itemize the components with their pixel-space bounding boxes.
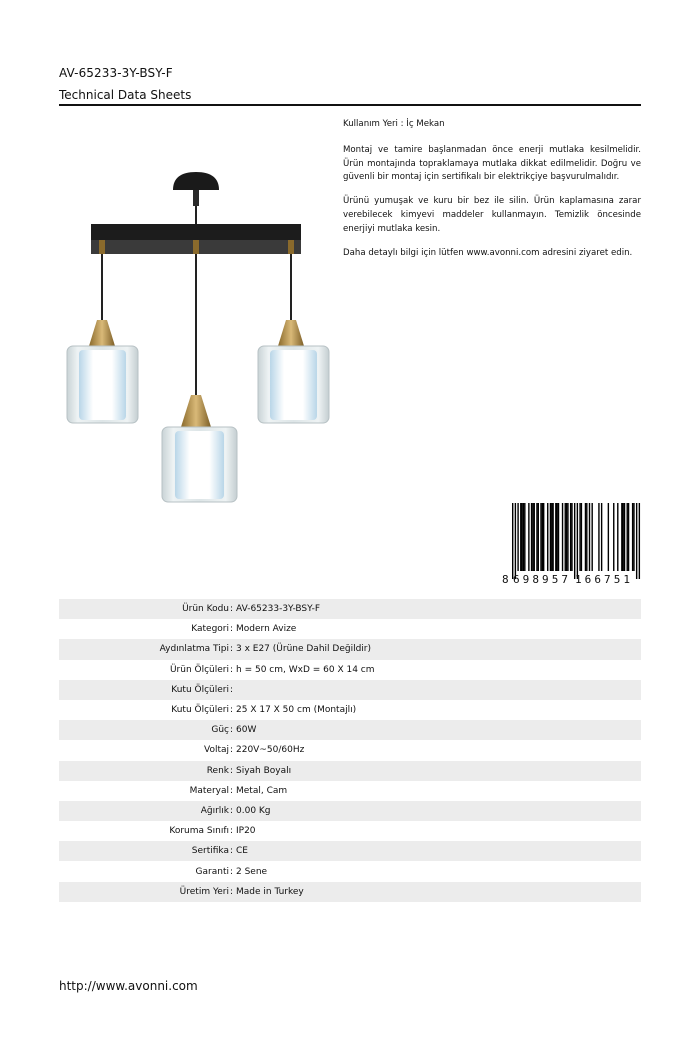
barcode-bar xyxy=(543,503,544,571)
right-pendant xyxy=(258,320,329,423)
spec-separator: : xyxy=(229,664,234,675)
barcode-bar xyxy=(550,503,551,571)
barcode-bar xyxy=(621,503,622,571)
product-description xyxy=(343,118,641,270)
barcode-bar xyxy=(601,503,602,571)
spec-row xyxy=(59,882,641,902)
spec-separator: : xyxy=(229,624,234,635)
barcode-bar xyxy=(632,503,633,571)
spec-value: 3 x E27 (Ürüne Dahil Değildir) xyxy=(234,639,641,659)
barcode-digits-right: 166751 xyxy=(575,573,630,585)
spec-row xyxy=(59,619,641,639)
barcode-bar xyxy=(613,503,614,571)
barcode-bar xyxy=(532,503,533,571)
spec-separator: : xyxy=(229,745,234,756)
spec-separator: : xyxy=(229,785,234,796)
spec-value xyxy=(234,680,641,700)
center-pendant xyxy=(162,395,237,502)
spec-row xyxy=(59,801,641,821)
spec-value: AV-65233-3Y-BSY-F xyxy=(234,599,641,619)
barcode-bar xyxy=(523,503,524,571)
barcode-bar xyxy=(579,503,580,571)
barcode-bar xyxy=(589,503,590,571)
barcode-bar xyxy=(534,503,535,571)
barcode-bar xyxy=(570,503,571,571)
spec-row xyxy=(59,680,641,700)
barcode-bar xyxy=(547,503,548,571)
spec-label: Materyal xyxy=(189,785,229,796)
spec-label: Aydınlatma Tipi xyxy=(59,639,229,659)
barcode-digit-lead: 8 xyxy=(502,573,509,585)
spec-separator: : xyxy=(229,720,234,740)
spec-separator: : xyxy=(229,882,234,902)
barcode-bar xyxy=(515,503,516,579)
barcode-bar xyxy=(586,503,587,571)
safety-paragraph: Montaj ve tamire başlanmadan önce enerji mutlaka kesilmelidir. Ürün montajında topraklamaya mutlaka dikkat edilmelidir. Doğru ve güvenli bir montaj için sertifikalı bir elektrikçiye başvurulmalıdır. xyxy=(343,144,641,183)
barcode-bar xyxy=(639,503,640,579)
spec-separator: : xyxy=(229,639,234,659)
spec-label: Kategori xyxy=(191,624,229,635)
barcode-bar xyxy=(538,503,539,571)
spec-value: 2 Sene xyxy=(236,866,268,877)
spec-label: Garanti xyxy=(195,866,229,877)
spec-value: Modern Avize xyxy=(236,624,297,635)
spec-separator: : xyxy=(229,866,234,877)
spec-separator: : xyxy=(229,841,234,861)
barcode-bar xyxy=(571,503,572,571)
barcode-bar xyxy=(617,503,618,571)
barcode xyxy=(500,503,641,585)
spec-separator: : xyxy=(229,761,234,781)
barcode-bar xyxy=(542,503,543,571)
barcode-bar xyxy=(567,503,568,571)
spec-value: 0.00 Kg xyxy=(234,801,641,821)
barcode-bar xyxy=(558,503,559,571)
spec-row xyxy=(59,821,641,841)
barcode-bar xyxy=(622,503,623,571)
barcode-digits-left: 698957 xyxy=(513,573,568,585)
spec-label: Güç xyxy=(59,720,229,740)
barcode-bar xyxy=(520,503,521,571)
info-paragraph: Daha detaylı bilgi için lütfen www.avonni.com adresini ziyaret edin. xyxy=(343,247,633,258)
spec-label: Ürün Ölçüleri xyxy=(169,664,229,675)
barcode-bar xyxy=(566,503,567,571)
spec-value: Made in Turkey xyxy=(234,882,641,902)
spec-separator: : xyxy=(229,705,234,716)
product-photo xyxy=(59,118,337,560)
spec-separator: : xyxy=(229,680,234,700)
care-paragraph: Ürünü yumuşak ve kuru bir bez ile silin. Ürün kaplamasına zarar verebilecek kimyevi maddeler kullanmayın. Temizlik öncesinde enerjiyi mutlaka kesin. xyxy=(343,196,641,234)
barcode-bar xyxy=(627,503,628,571)
spec-table xyxy=(59,599,641,902)
spec-label: Voltaj xyxy=(203,745,229,756)
spec-label: Sertifika xyxy=(59,841,229,861)
product-code-title: AV-65233-3Y-BSY-F xyxy=(59,66,173,80)
spec-row xyxy=(59,781,641,801)
spec-value: h = 50 cm, WxD = 60 X 14 cm xyxy=(236,664,375,675)
spec-label: Ürün Kodu xyxy=(59,599,229,619)
barcode-bar xyxy=(555,503,556,571)
barcode-bar xyxy=(528,503,529,571)
spec-row xyxy=(59,660,641,680)
spec-separator: : xyxy=(229,826,234,837)
barcode-bar xyxy=(512,503,513,579)
document-subtitle: Technical Data Sheets xyxy=(59,88,192,102)
spec-value: 60W xyxy=(234,720,641,740)
barcode-bar xyxy=(517,503,518,571)
spec-row xyxy=(59,720,641,740)
barcode-bar xyxy=(536,503,537,571)
ceiling-canopy xyxy=(173,172,219,224)
barcode-bar xyxy=(551,503,552,571)
barcode-bar xyxy=(556,503,557,571)
barcode-bar xyxy=(565,503,566,571)
barcode-bar xyxy=(608,503,609,571)
barcode-bar xyxy=(531,503,532,571)
barcode-bar xyxy=(521,503,522,571)
barcode-bar xyxy=(598,503,599,571)
spec-row xyxy=(59,841,641,861)
mounting-bar xyxy=(91,224,301,254)
barcode-bar xyxy=(591,503,592,571)
spec-value: Metal, Cam xyxy=(236,785,288,796)
spec-label: Renk xyxy=(59,761,229,781)
barcode-bar xyxy=(577,503,578,579)
spec-separator: : xyxy=(229,801,234,821)
spec-value: 220V~50/60Hz xyxy=(236,745,305,756)
spec-label: Kutu Ölçüleri xyxy=(59,680,229,700)
spec-value: 25 X 17 X 50 cm (Montajlı) xyxy=(236,705,357,716)
spec-row xyxy=(59,599,641,619)
barcode-bar xyxy=(624,503,625,571)
spec-label: Koruma Sınıfı xyxy=(169,826,229,837)
spec-value: IP20 xyxy=(236,826,256,837)
barcode-bar xyxy=(585,503,586,571)
spec-row xyxy=(59,861,641,881)
barcode-bar xyxy=(581,503,582,571)
barcode-bar xyxy=(633,503,634,571)
barcode-bar xyxy=(628,503,629,571)
barcode-bar xyxy=(574,503,575,579)
spec-row xyxy=(59,761,641,781)
spec-value: Siyah Boyalı xyxy=(234,761,641,781)
spec-label: Ağırlık xyxy=(59,801,229,821)
spec-row xyxy=(59,639,641,659)
spec-row xyxy=(59,700,641,720)
usage-location: Kullanım Yeri : İç Mekan xyxy=(343,119,445,129)
header-divider xyxy=(59,104,641,106)
barcode-bar xyxy=(540,503,541,571)
left-pendant xyxy=(67,320,138,423)
barcode-bar xyxy=(636,503,637,579)
spec-label: Kutu Ölçüleri xyxy=(171,705,229,716)
spec-label: Üretim Yeri xyxy=(59,882,229,902)
barcode-bar xyxy=(562,503,563,571)
spec-row xyxy=(59,740,641,760)
spec-separator: : xyxy=(229,599,234,619)
barcode-bar xyxy=(524,503,525,571)
footer-website-link[interactable]: http://www.avonni.com xyxy=(59,979,198,993)
spec-value: CE xyxy=(234,841,641,861)
barcode-bar xyxy=(552,503,553,571)
barcode-bars xyxy=(512,503,640,579)
